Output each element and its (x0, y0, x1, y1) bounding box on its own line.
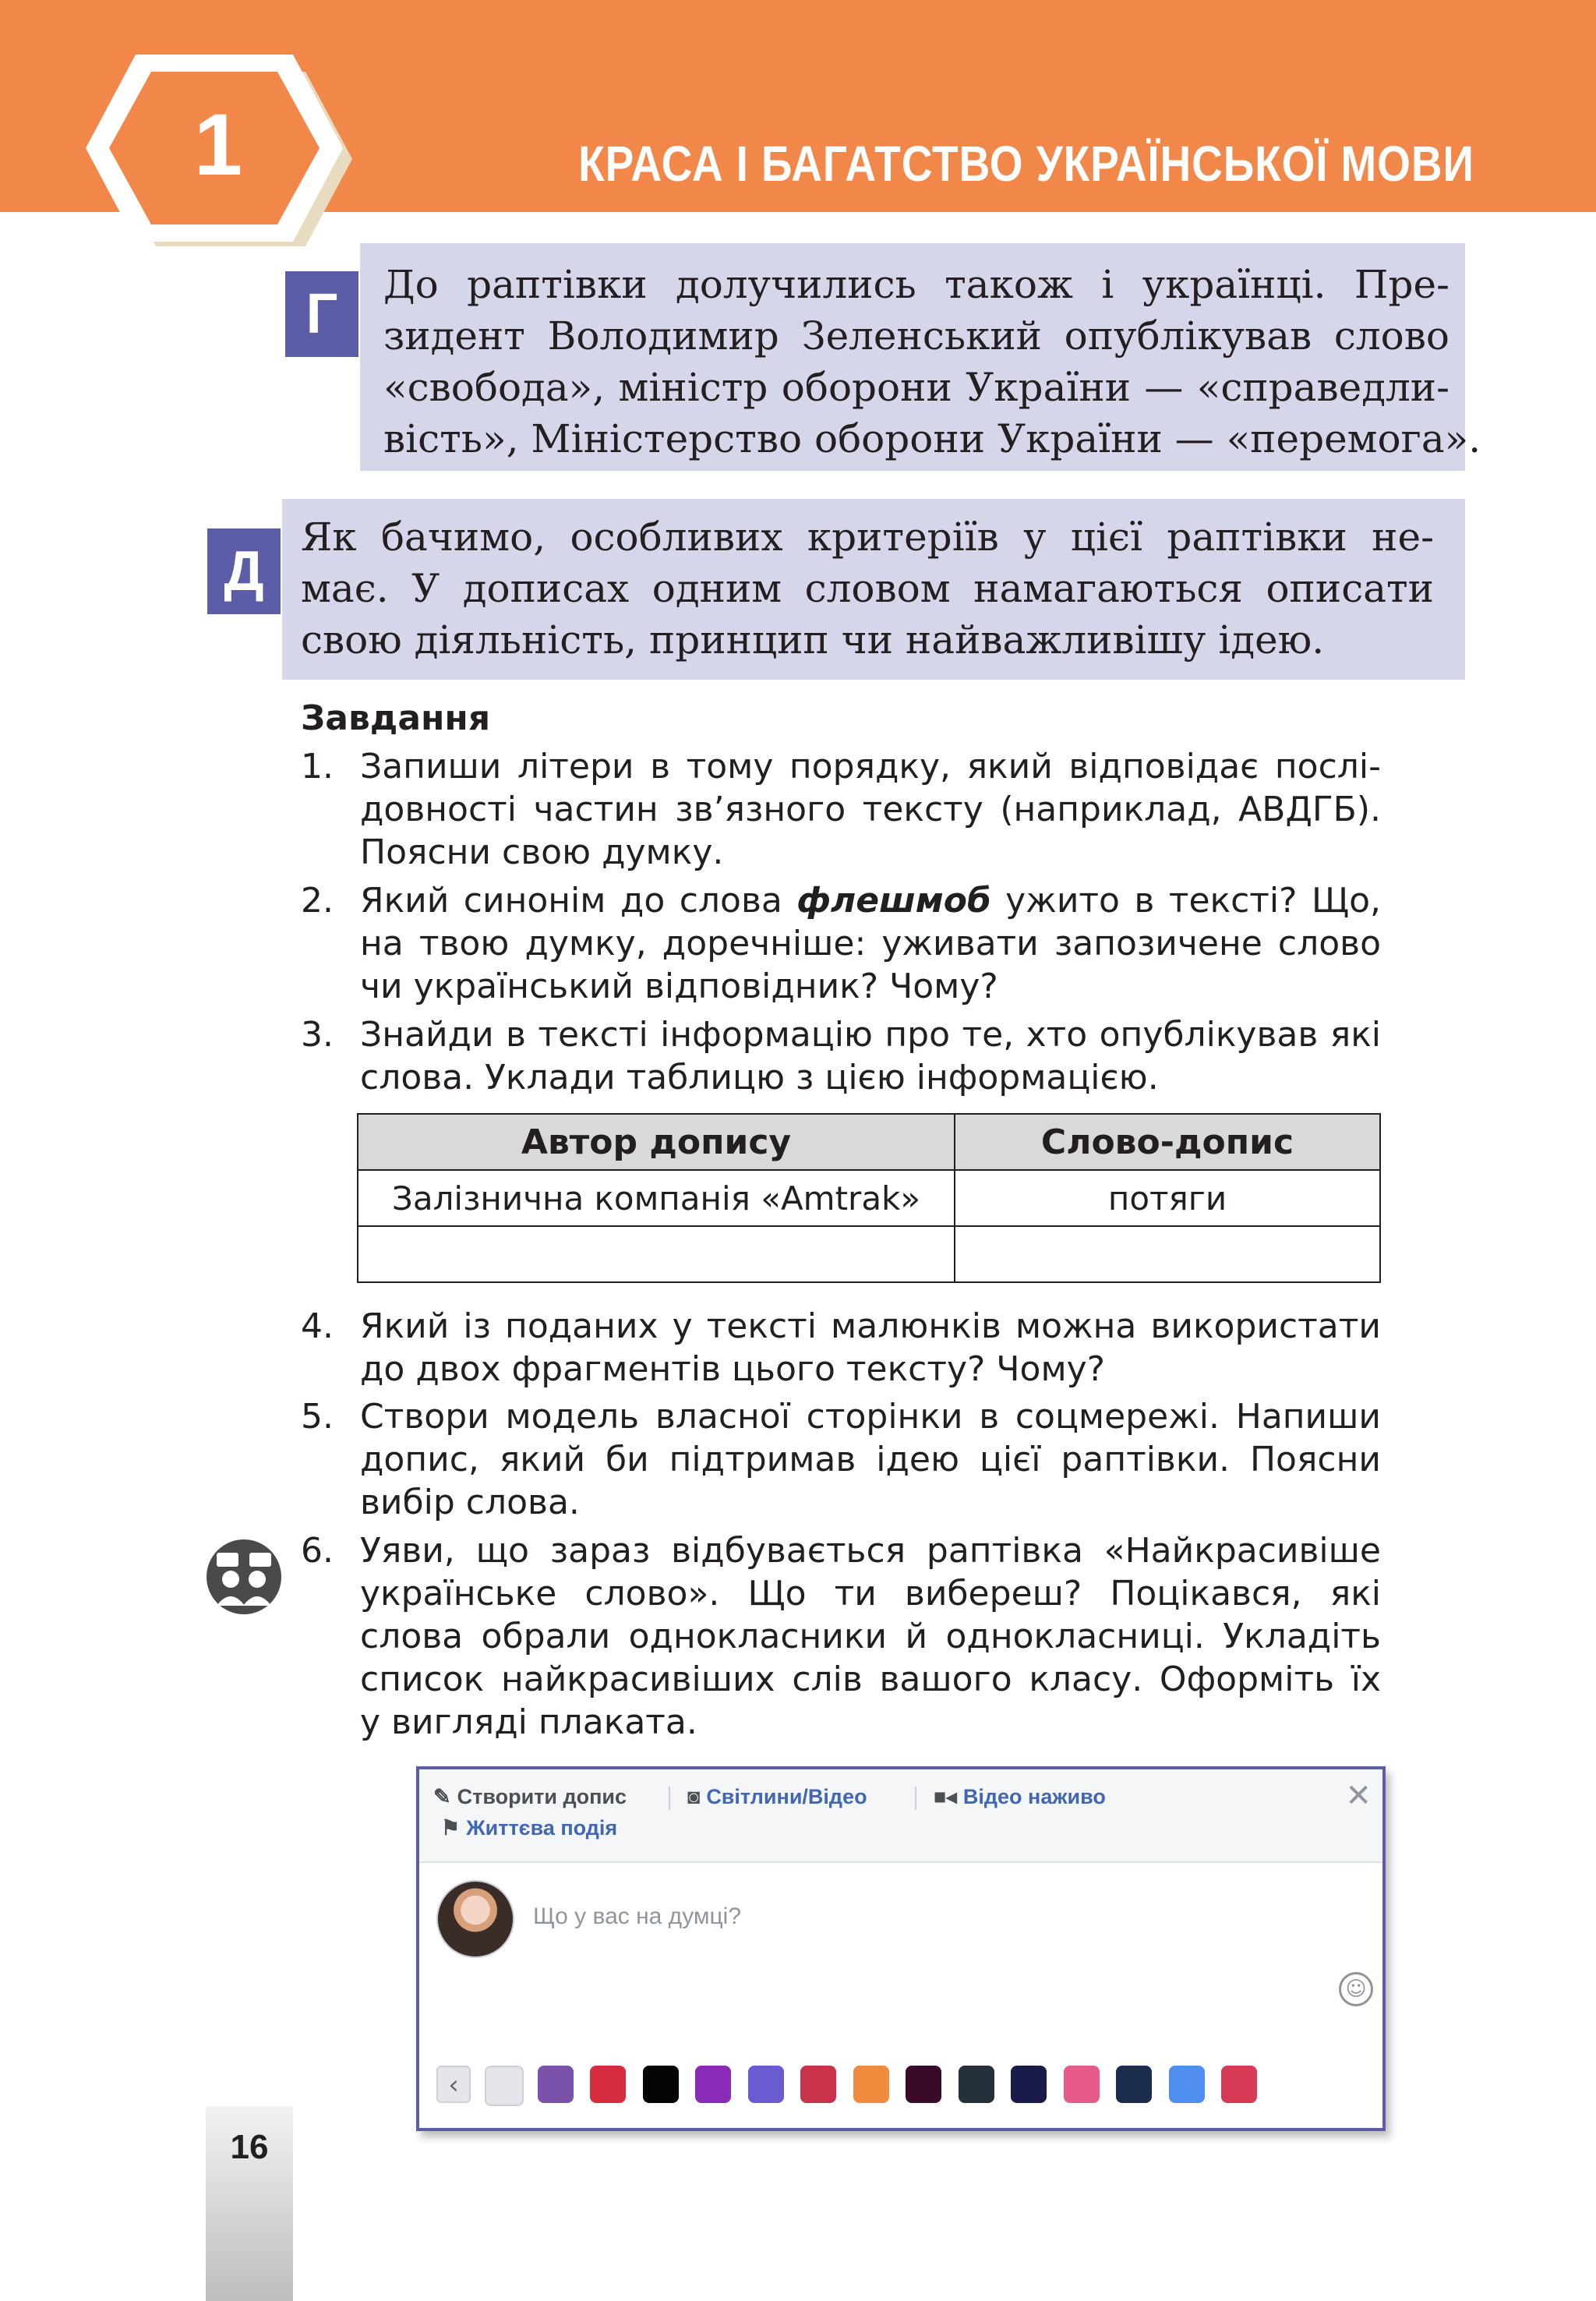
task-line: на твою думку, доречніше: уживати запозичене слово (360, 924, 1381, 963)
background-swatch[interactable] (1169, 2066, 1205, 2103)
table-header-cell: Автор допису (358, 1114, 955, 1170)
background-swatch[interactable] (695, 2066, 731, 2103)
paragraph-line: До раптівки долучились також і українці. Пре- (383, 262, 1449, 307)
task-3 (301, 1013, 1381, 1099)
background-swatch[interactable] (748, 2066, 784, 2103)
task-2 (301, 879, 1381, 1008)
paragraph-line: Як бачимо, особливих критеріїв у цієї раптівки не- (301, 514, 1434, 560)
task-4 (301, 1305, 1381, 1391)
background-swatch[interactable] (643, 2066, 679, 2103)
background-swatch[interactable] (485, 2066, 524, 2106)
paragraph-g (360, 243, 1481, 471)
background-swatch[interactable] (1116, 2066, 1152, 2103)
paragraph-line: вість», Міністерство оборони України — «перемога». (383, 416, 1481, 461)
post-input-placeholder[interactable]: Що у вас на думці? (533, 1903, 742, 1929)
paragraph-line: має. У дописах одним словом намагаються описати (301, 566, 1434, 611)
task-line (360, 879, 1381, 922)
paragraph-label-d: Д (207, 528, 281, 614)
table-cell: потяги (955, 1170, 1380, 1226)
table-header-row (358, 1114, 1380, 1170)
social-post-composer (416, 1766, 1386, 2131)
tab-life-event[interactable] (441, 1816, 617, 1840)
toolbar-divider (669, 1787, 670, 1810)
paragraph-d (282, 499, 1465, 680)
table-cell (955, 1226, 1380, 1282)
paragraph-label-g: Г (285, 271, 358, 357)
tab-label: Створити допис (457, 1785, 627, 1808)
emoji-icon[interactable]: ☺ (1339, 1972, 1373, 2006)
task-line: Запиши літери в тому порядку, який відповідає послі- (360, 747, 1381, 786)
tab-label: Відео наживо (962, 1785, 1106, 1808)
task-line: до двох фрагментів цього тексту? Чому? (360, 1349, 1106, 1389)
task-number: 5. (301, 1397, 334, 1437)
task-line: допис, який би підтримав ідею цієї раптівки. Поясни (360, 1440, 1381, 1479)
chapter-title: КРАСА І БАГАТСТВО УКРАЇНСЬКОЇ МОВИ (578, 136, 1474, 192)
task-line: Який із поданих у тексті малюнків можна використати (360, 1306, 1381, 1346)
task-number: 1. (301, 747, 334, 786)
task-line: слова обрали однокласники й однокласниці. Укладіть (360, 1617, 1381, 1656)
tab-create-post[interactable] (433, 1785, 627, 1809)
task-1 (301, 745, 1381, 874)
close-icon[interactable]: ✕ (1345, 1778, 1372, 1814)
task-number: 6. (301, 1531, 334, 1571)
task-6 (301, 1529, 1381, 1744)
background-swatch[interactable] (959, 2066, 994, 2103)
flag-icon: ⚑ (441, 1816, 461, 1840)
tab-photo-video[interactable] (687, 1785, 867, 1809)
task-line: Уяви, що зараз відбувається раптівка «Найкрасивіше (360, 1531, 1381, 1571)
task-line: список найкрасивіших слів вашого класу. Оформіть їх (360, 1659, 1381, 1699)
task-line: довності частин зв’язного тексту (наприклад, АВДГБ). (360, 790, 1381, 829)
task-5 (301, 1395, 1381, 1524)
paragraph-line: «свобода», міністр оборони України — «справедли- (383, 365, 1449, 410)
background-swatch[interactable] (800, 2066, 836, 2103)
background-swatch[interactable] (1064, 2066, 1100, 2103)
table-cell: Залізнична компанія «Amtrak» (358, 1170, 955, 1226)
chevron-left-icon[interactable]: ‹ (436, 2066, 471, 2103)
pair-work-icon (206, 1539, 282, 1615)
background-swatch[interactable] (853, 2066, 889, 2103)
tasks-heading: Завдання (301, 698, 491, 738)
tab-label: Життєва подія (466, 1816, 618, 1840)
pencil-icon: ✎ (433, 1785, 451, 1808)
background-swatch[interactable] (538, 2066, 574, 2103)
background-swatch[interactable] (1011, 2066, 1047, 2103)
task-line: Знайди в тексті інформацію про те, хто опублікував які (360, 1015, 1381, 1055)
task-text: ужито в тексті? Що, (990, 881, 1381, 921)
page-number: 16 (230, 2128, 269, 2166)
task-line: слова. Уклади таблицю з цією інформацією. (360, 1058, 1159, 1097)
paragraph-line: зидент Володимир Зеленський опублікував слово (383, 313, 1449, 359)
background-swatch[interactable] (590, 2066, 626, 2103)
camera-icon: ◙ (687, 1785, 701, 1808)
table-row (358, 1226, 1380, 1282)
table-cell (358, 1226, 955, 1282)
paragraph-line: свою діяльність, принцип чи найважливішу ідею. (301, 617, 1325, 663)
task-line: у вигляді плаката. (360, 1702, 697, 1742)
chapter-number: 1 (193, 96, 243, 193)
tab-live-video[interactable] (934, 1785, 1106, 1809)
task-number: 2. (301, 881, 334, 921)
task-text: Який синонім до слова (360, 881, 797, 921)
task-line: Створи модель власної сторінки в соцмережі. Напиши (360, 1397, 1381, 1437)
tab-label: Світлини/Відео (706, 1785, 867, 1808)
composer-toolbar (419, 1769, 1382, 1863)
task-line: чи український відповідник? Чому? (360, 967, 998, 1006)
task-keyword: флешмоб (796, 881, 991, 921)
task-number: 4. (301, 1306, 334, 1346)
info-table (357, 1113, 1381, 1283)
task-line: Поясни свою думку. (360, 832, 724, 872)
background-swatch[interactable] (1221, 2066, 1257, 2103)
task-line: українське слово». Що ти вибереш? Поцікався, які (360, 1574, 1381, 1614)
table-row (358, 1170, 1380, 1226)
background-swatch[interactable] (906, 2066, 941, 2103)
task-line: вибір слова. (360, 1483, 580, 1522)
avatar (436, 1880, 514, 1958)
toolbar-divider (915, 1787, 916, 1810)
table-header-cell: Слово-допис (955, 1114, 1380, 1170)
task-number: 3. (301, 1015, 334, 1055)
video-camera-icon: ■◂ (934, 1785, 957, 1808)
